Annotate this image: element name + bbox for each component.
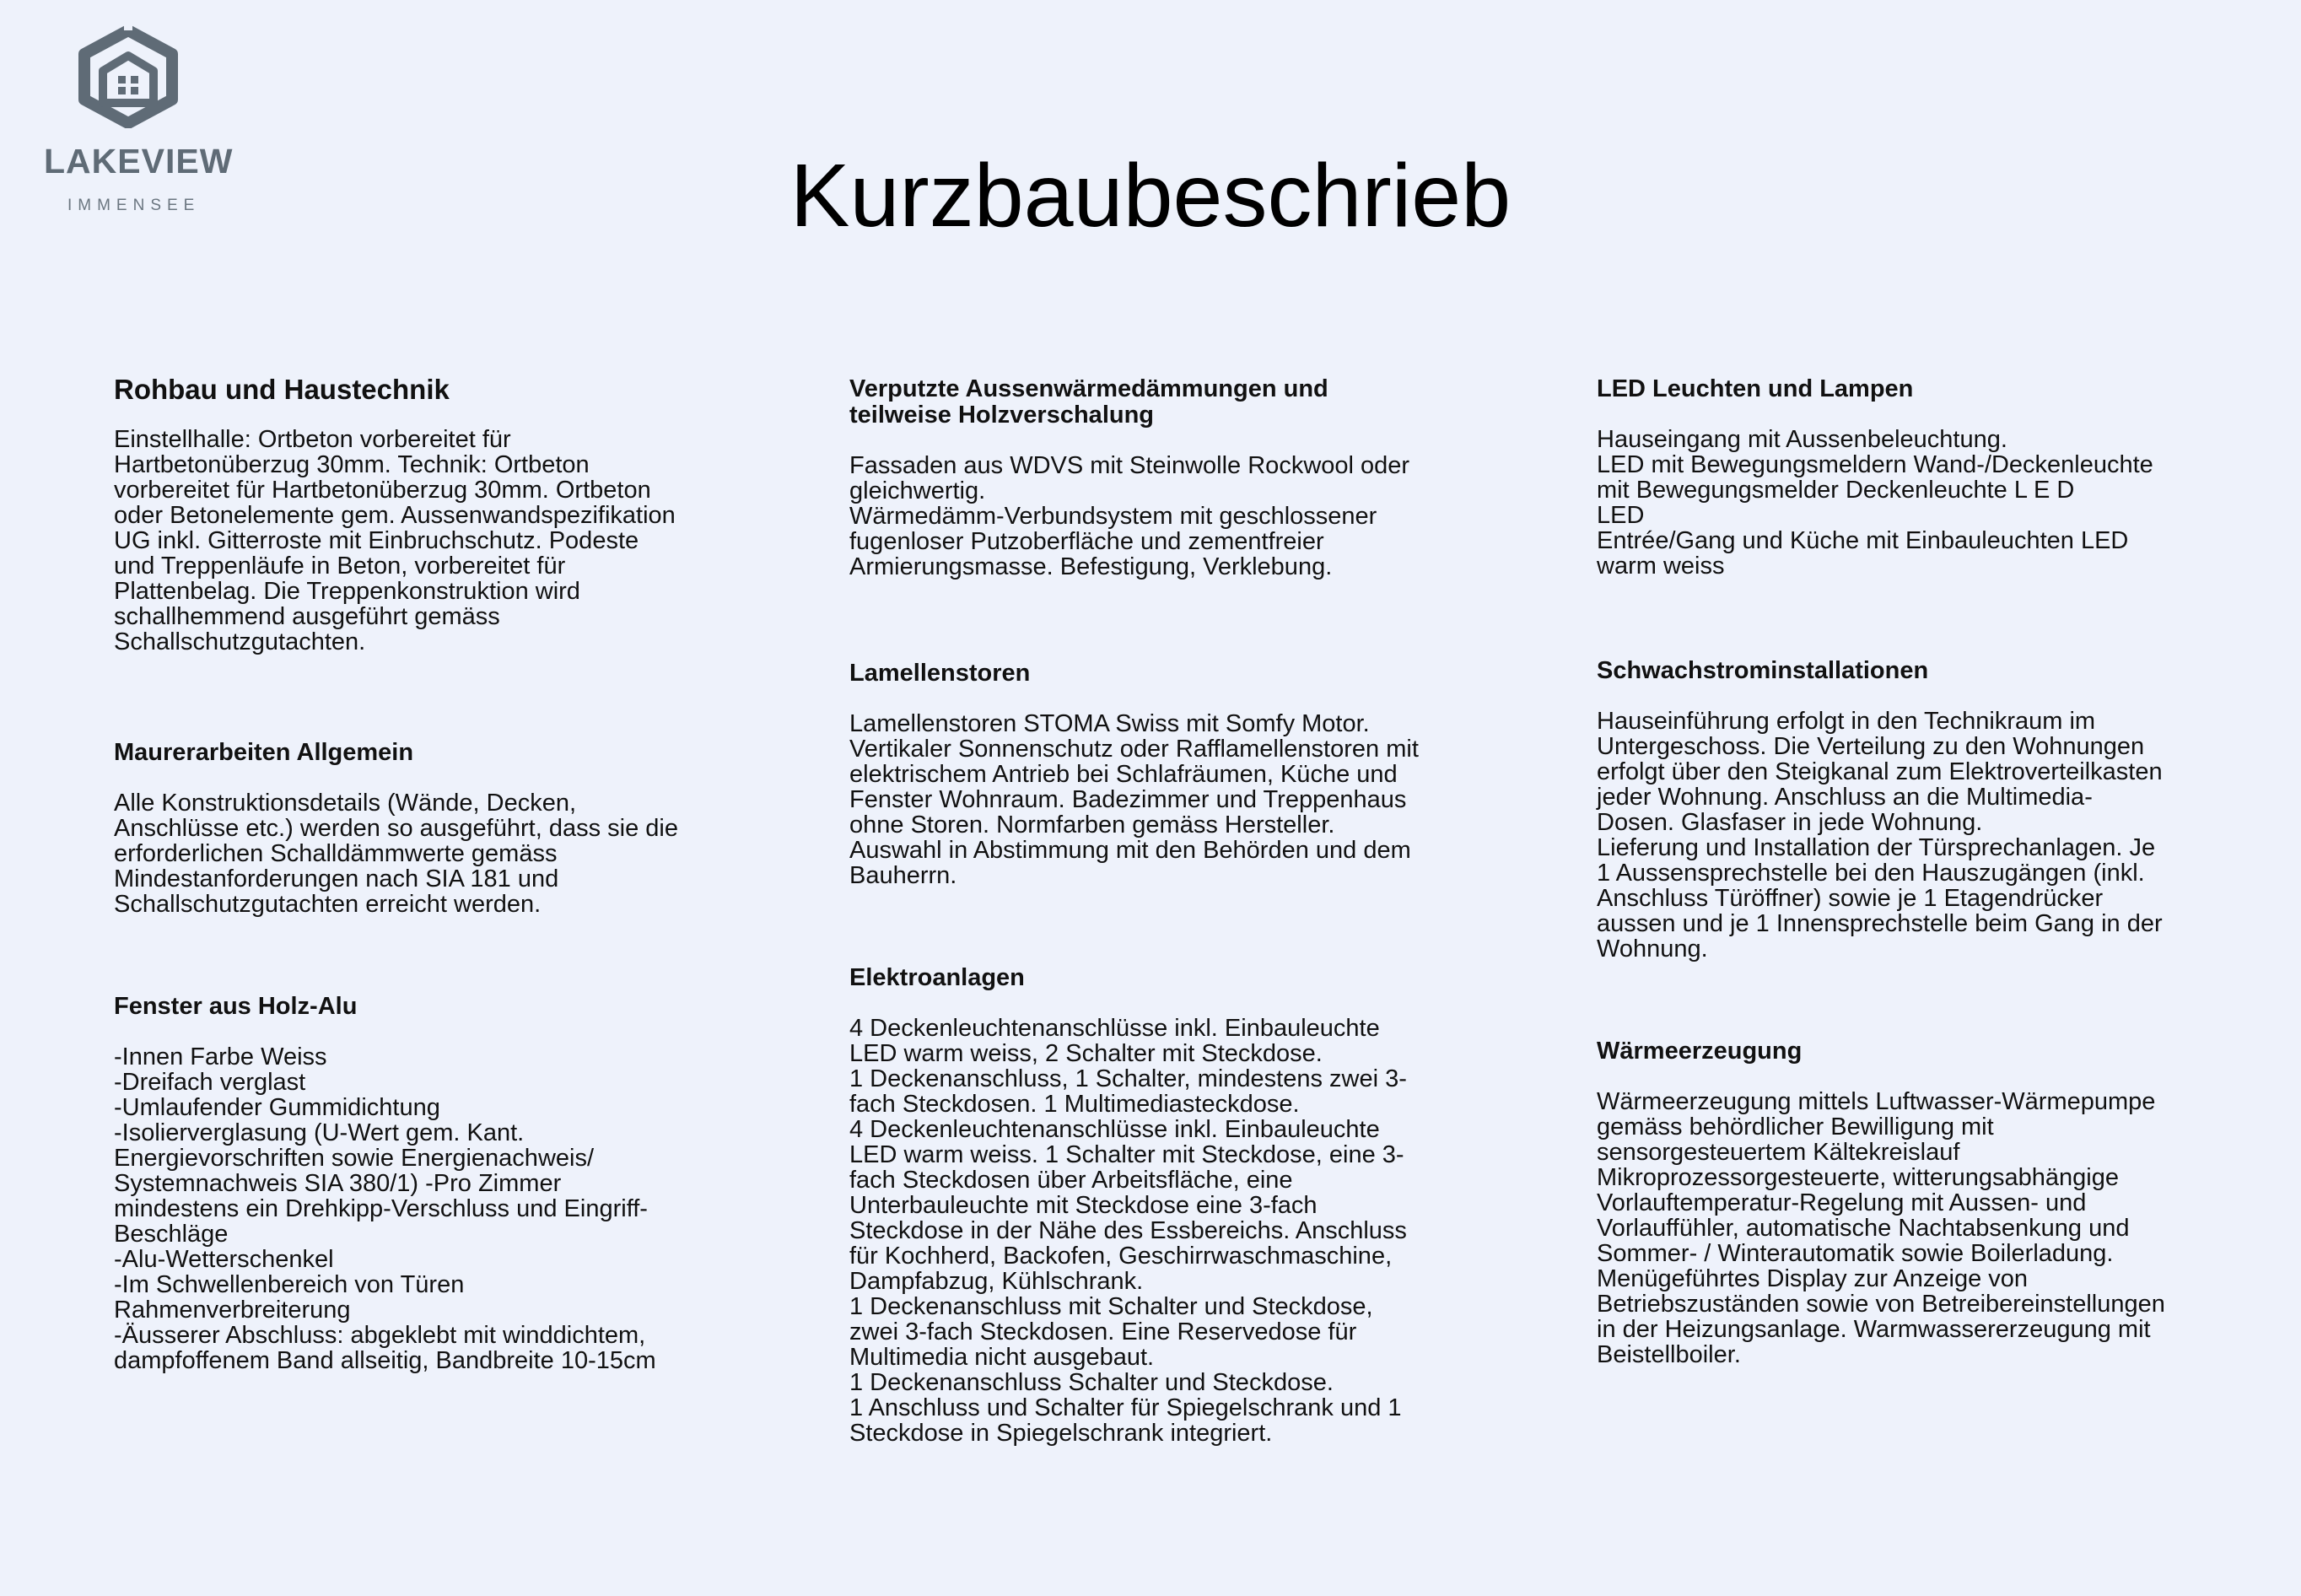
- house-icon: [69, 19, 187, 128]
- section-heading: Lamellenstoren: [849, 660, 1031, 687]
- section-text: -Innen Farbe Weiss -Dreifach verglast -Umlaufender Gummidichtung -Isolierverglasung (U-Wert gem. Kant. Energievorschriften sowie Energienachweis/ Systemnachweis SIA 380/1) -Pro Zimmer mindestens ein Drehkipp-Verschluss und Eingriff- Beschläge -Alu-Wetterschenkel -Im Schwellenbereich von Türen Rahmenverbreiterung -Äusserer Abschluss: abgeklebt mit winddichtem, dampfoffenem Band allseitig, Bandbreite 10-15cm: [114, 1043, 656, 1374]
- section-text: Lamellenstoren STOMA Swiss mit Somfy Motor. Vertikaler Sonnenschutz oder Rafflamellenstoren mit elektrischem Antrieb bei Schlafräumen, Küche und Fenster Wohnraum. Badezimmer und Treppenhaus ohne Storen. Normfarben gemäss Hersteller. Auswahl in Abstimmung mit den Behörden und dem Bauherrn.: [849, 710, 1419, 889]
- section-text: Hauseinführung erfolgt in den Technikraum im Untergeschoss. Die Verteilung zu den Wohnungen erfolgt über den Steigkanal zum Elektroverteilkasten jeder Wohnung. Anschluss an die Multimedia- Dosen. Glasfaser in jede Wohnung. Lieferung und Installation der Türsprechanlagen. Je 1 Aussensprechstelle bei den Hauszugängen (inkl. Anschluss Türöffner) sowie je 1 Etagendrücker aussen und je 1 Innensprechstelle beim Gang in der Wohnung.: [1597, 708, 2163, 962]
- section-text: 4 Deckenleuchtenanschlüsse inkl. Einbauleuchte LED warm weiss, 2 Schalter mit Steckdose. 1 Deckenanschluss, 1 Schalter, mindestens zwei 3- fach Steckdosen. 1 Multimediasteckdose. 4 Deckenleuchtenanschlüsse inkl. Einbauleuchte LED warm weiss. 1 Schalter mit Steckdose, eine 3- fach Steckdosen über Arbeitsfläche, eine Unterbauleuchte mit Steckdose eine 3-fach Steckdose in der Nähe des Essbereichs. Anschluss für Kochherd, Backofen, Geschirrwaschmaschine, Dampfabzug, Kühlschrank. 1 Deckenanschluss mit Schalter und Steckdose, zwei 3-fach Steckdosen. Eine Reservedose für Multimedia nicht ausgebaut. 1 Deckenanschluss Schalter und Steckdose. 1 Anschluss und Schalter für Spiegelschrank und 1 Steckdose in Spiegelschrank integriert.: [849, 1015, 1407, 1447]
- section-text: Hauseingang mit Aussenbeleuchtung. LED mit Bewegungsmeldern Wand-/Deckenleuchte mit Bewegungsmelder Deckenleuchte L E D LED Entrée/Gang und Küche mit Einbauleuchten LED warm weiss: [1597, 426, 2153, 580]
- logo-wordmark: LAKEVIEW: [44, 142, 234, 181]
- section-heading: Wärmeerzeugung: [1597, 1038, 1803, 1065]
- section-text: Alle Konstruktionsdetails (Wände, Decken, Anschlüsse etc.) werden so ausgeführt, dass sie die erforderlichen Schalldämmwerte gemäss Mindestanforderungen nach SIA 181 und Schallschutzgutachten erreicht werden.: [114, 790, 678, 918]
- section-schwachstrom: [1597, 658, 2204, 962]
- section-aussenwaermedaemmung: [849, 376, 1457, 580]
- section-heading: LED Leuchten und Lampen: [1597, 375, 1914, 402]
- section-heading: Rohbau und Haustechnik: [114, 374, 450, 405]
- section-rohbau: [114, 376, 721, 655]
- page-title: Kurzbaubeschrieb: [789, 146, 1512, 245]
- section-text: Wärmeerzeugung mittels Luftwasser-Wärmepumpe gemäss behördlicher Bewilligung mit sensorgesteuertem Kältekreislauf Mikroprozessorgesteuerte, witterungsabhängige Vorlauftemperatur-Regelung mit Aussen- und Vorlauffühler, automatische Nachtabsenkung und Sommer- / Winterautomatik sowie Boilerladung. Menügeführtes Display zur Anzeige von Betriebszuständen sowie von Betreibereinstellungen in der Heizungsanlage. Warmwassererzeugung mit Beistellboiler.: [1597, 1088, 2165, 1368]
- section-heading: Verputzte Aussenwärmedämmungen und teilweise Holzverschalung: [849, 375, 1328, 429]
- section-heading: Elektroanlagen: [849, 964, 1025, 991]
- section-heading: Fenster aus Holz-Alu: [114, 993, 358, 1020]
- section-elektroanlagen: [849, 965, 1457, 1446]
- section-heading: Maurerarbeiten Allgemein: [114, 739, 414, 766]
- section-lamellenstoren: [849, 661, 1457, 888]
- section-led-leuchten: [1597, 376, 2204, 579]
- logo-subtitle: IMMENSEE: [67, 197, 201, 214]
- section-maurerarbeiten: [114, 740, 721, 917]
- section-heading: Schwachstrominstallationen: [1597, 657, 1929, 684]
- section-text: Fassaden aus WDVS mit Steinwolle Rockwool oder gleichwertig. Wärmedämm-Verbundsystem mit geschlossener fugenloser Putzoberfläche und zementfreier Armierungsmasse. Befestigung, Verklebung.: [849, 452, 1410, 580]
- section-text: Einstellhalle: Ortbeton vorbereitet für Hartbetonüberzug 30mm. Technik: Ortbeton vorbereitet für Hartbetonüberzug 30mm. Ortbeton oder Betonelemente gem. Aussenwandspezifikation UG inkl. Gitterroste mit Einbruchschutz. Podeste und Treppenläufe in Beton, vorbereitet für Plattenbelag. Die Treppenkonstruktion wird schallhemmend ausgeführt gemäss Schallschutzgutachten.: [114, 426, 676, 655]
- section-fenster: [114, 994, 721, 1373]
- section-waermeerzeugung: [1597, 1038, 2204, 1367]
